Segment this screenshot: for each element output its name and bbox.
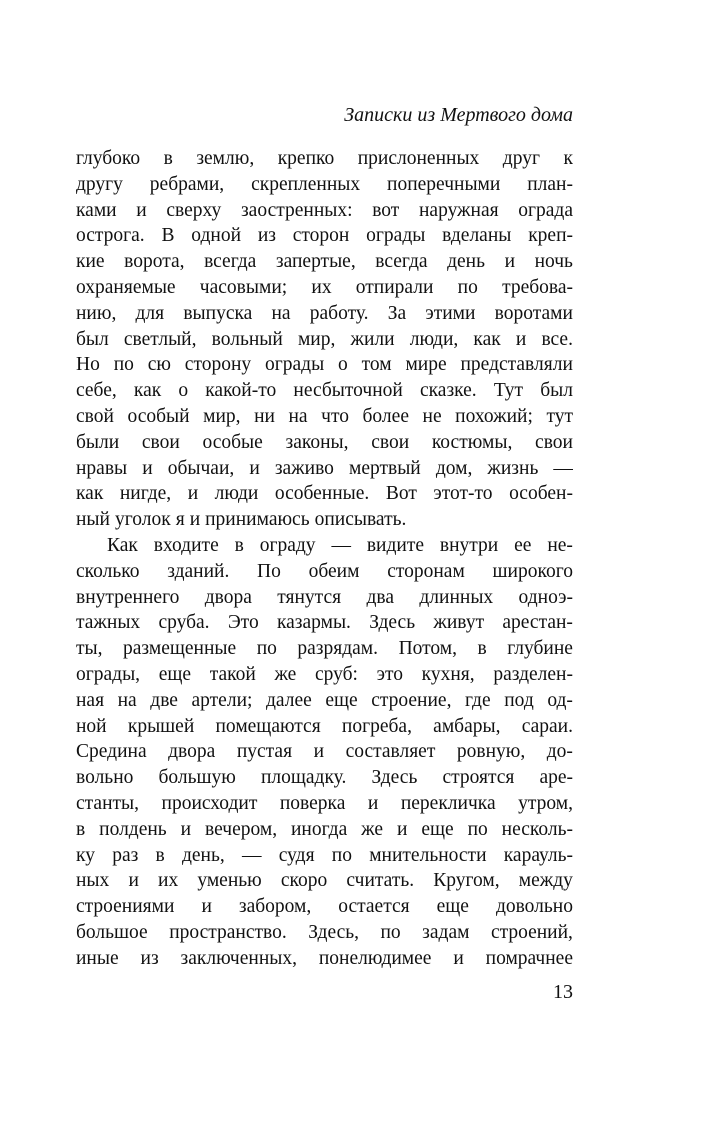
- text-line: [76, 223, 573, 249]
- word: артели;: [191, 689, 253, 711]
- word: на: [288, 405, 308, 427]
- word: мир,: [203, 405, 241, 427]
- word: более: [362, 405, 409, 427]
- word: по: [467, 818, 488, 840]
- word: сторонам: [387, 560, 465, 582]
- word: одной: [191, 225, 242, 247]
- word: два: [366, 586, 394, 608]
- word: жизнь: [487, 457, 539, 479]
- word: был: [540, 380, 573, 402]
- word: Здесь: [369, 612, 416, 634]
- text-line: [76, 533, 573, 559]
- word: ребрами,: [149, 173, 225, 195]
- text-line: [76, 507, 573, 533]
- word: и: [515, 328, 527, 350]
- word: ее: [514, 534, 532, 556]
- word: крышей: [127, 715, 195, 737]
- word: забором,: [238, 896, 312, 918]
- word: длинных: [419, 586, 494, 608]
- word: Тут: [493, 380, 524, 402]
- word: погреба,: [341, 715, 412, 737]
- text-line: [76, 327, 573, 353]
- word: помещаются: [215, 715, 321, 737]
- word: на: [271, 302, 291, 324]
- word: по: [380, 921, 401, 943]
- text-line: [76, 430, 573, 456]
- word: мертвый: [348, 457, 421, 479]
- word: еще: [158, 663, 192, 685]
- word: все.: [541, 328, 573, 350]
- word: далее: [266, 689, 312, 711]
- word: пространство.: [169, 921, 287, 943]
- word: себе,: [76, 380, 117, 402]
- word: утром,: [518, 792, 573, 814]
- word: вот: [372, 199, 400, 221]
- word: о: [178, 380, 189, 402]
- text-line: [76, 894, 573, 920]
- word: довольно: [495, 896, 573, 918]
- word: аре-: [539, 767, 573, 789]
- word: широкого: [492, 560, 573, 582]
- word: заключенных,: [180, 947, 297, 969]
- word: внутреннего: [76, 586, 180, 608]
- word: это: [376, 663, 404, 685]
- word: сараи.: [521, 715, 573, 737]
- word: под: [504, 689, 534, 711]
- word: тянутся: [277, 586, 342, 608]
- word: —: [242, 844, 262, 866]
- text-line: [76, 198, 573, 224]
- word: дом,: [435, 457, 473, 479]
- word: ты,: [76, 638, 103, 660]
- word: между: [518, 870, 573, 892]
- word: размещенные: [123, 638, 237, 660]
- word: и: [187, 483, 199, 505]
- word: кухня,: [421, 663, 475, 685]
- word: нравы: [76, 457, 128, 479]
- word: свои: [371, 431, 410, 453]
- word: из: [140, 947, 159, 969]
- word: разрядам.: [297, 638, 379, 660]
- word: казармы.: [276, 612, 351, 634]
- word: выпуска: [183, 302, 253, 324]
- word: обеим: [308, 560, 360, 582]
- word: —: [331, 534, 351, 556]
- word: по: [331, 844, 352, 866]
- word: ками: [76, 199, 117, 221]
- text-line: [76, 765, 573, 791]
- word: особый: [127, 405, 190, 427]
- word: еще: [421, 818, 454, 840]
- word: в: [155, 844, 165, 866]
- word: люди: [214, 483, 259, 505]
- word: Это: [227, 612, 259, 634]
- text-line: [76, 481, 573, 507]
- word: амбары,: [433, 715, 501, 737]
- word: Здесь: [371, 767, 418, 789]
- word: станты,: [76, 792, 140, 814]
- word: зданий.: [167, 560, 230, 582]
- word: сруба.: [158, 612, 210, 634]
- word: помрачнее: [485, 947, 573, 969]
- word: для: [135, 302, 165, 324]
- word: пустая: [236, 741, 293, 763]
- word: тут: [546, 405, 573, 427]
- text-line: [76, 817, 573, 843]
- word: крепко: [277, 148, 335, 169]
- word: я: [175, 509, 185, 531]
- word: отпирали: [355, 276, 434, 298]
- word: принимаюсь: [205, 509, 310, 531]
- word: их: [311, 276, 332, 298]
- word: мир,: [297, 328, 336, 350]
- word: том: [361, 354, 392, 376]
- word: За: [387, 302, 407, 324]
- word: уголок: [114, 509, 171, 531]
- word: ворота,: [124, 251, 185, 273]
- text-line: [76, 456, 573, 482]
- word: составляет: [345, 741, 436, 763]
- word: нию,: [76, 302, 117, 324]
- word: ограды: [366, 225, 426, 247]
- word: ночь: [534, 251, 573, 273]
- word: вольный: [211, 328, 283, 350]
- word: сю: [147, 354, 171, 376]
- word: требова-: [502, 276, 573, 298]
- word: задам: [422, 921, 470, 943]
- text-line: [76, 172, 573, 198]
- word: В: [161, 225, 175, 247]
- word: всегда: [375, 251, 428, 273]
- word: нигде,: [119, 483, 172, 505]
- word: ограда: [518, 199, 573, 221]
- word: считать.: [346, 870, 415, 892]
- word: внутри: [439, 534, 499, 556]
- word: уменью: [197, 870, 262, 892]
- word: ный: [76, 509, 110, 531]
- word: острога.: [76, 225, 145, 247]
- word: строениями: [76, 896, 175, 918]
- word: сторону: [184, 354, 252, 376]
- text-line: [76, 610, 573, 636]
- word: землю,: [196, 148, 255, 169]
- word: и: [453, 947, 464, 969]
- text-line: [76, 920, 573, 946]
- word: и: [136, 199, 147, 221]
- text-line: [76, 868, 573, 894]
- word: день: [447, 251, 485, 273]
- word: скоро: [280, 870, 328, 892]
- word: что: [321, 405, 349, 427]
- word: прислоненных: [357, 148, 480, 169]
- word: запертые,: [275, 251, 356, 273]
- word: ограды,: [76, 663, 141, 685]
- word: в: [477, 638, 487, 660]
- word: какой-то: [205, 380, 277, 402]
- word: глубоко: [76, 148, 141, 169]
- word: сверху: [166, 199, 222, 221]
- word: строение,: [371, 689, 452, 711]
- word: двора: [204, 586, 252, 608]
- word: описывать.: [314, 509, 407, 531]
- word: светлый,: [123, 328, 197, 350]
- word: работу.: [309, 302, 369, 324]
- word: другу: [76, 173, 123, 195]
- word: где: [465, 689, 491, 711]
- word: од-: [547, 689, 573, 711]
- word: ограды: [265, 354, 325, 376]
- word: сказке.: [419, 380, 477, 402]
- word: как: [133, 380, 162, 402]
- word: же: [274, 663, 297, 685]
- text-line: [76, 352, 573, 378]
- word: мнительности: [369, 844, 487, 866]
- word: раз: [112, 844, 139, 866]
- word: ных: [76, 870, 110, 892]
- word: карауль-: [503, 844, 573, 866]
- text-line: [76, 585, 573, 611]
- word: жили: [350, 328, 395, 350]
- word: тажных: [76, 612, 141, 634]
- word: не-: [547, 534, 573, 556]
- word: сруб:: [314, 663, 358, 685]
- word: охраняемые: [76, 276, 176, 298]
- word: заживо: [274, 457, 334, 479]
- word: креп-: [528, 225, 573, 247]
- word: и: [504, 251, 515, 273]
- word: Как: [107, 534, 138, 556]
- text-line: [76, 636, 573, 662]
- word: сторон: [292, 225, 350, 247]
- word: законы,: [285, 431, 349, 453]
- word: воротами: [494, 302, 573, 324]
- text-line: [76, 688, 573, 714]
- word: их: [158, 870, 179, 892]
- word: по: [113, 354, 134, 376]
- word: был: [76, 328, 109, 350]
- word: одноэ-: [518, 586, 573, 608]
- word: мире: [405, 354, 447, 376]
- word: представляли: [460, 354, 573, 376]
- word: ограду: [259, 534, 316, 556]
- word: несколь-: [501, 818, 573, 840]
- word: ровную,: [456, 741, 526, 763]
- word: из: [257, 225, 276, 247]
- word: к: [563, 148, 573, 169]
- word: о: [338, 354, 348, 376]
- word: и: [396, 818, 408, 840]
- text-line: [76, 559, 573, 585]
- text-line: [76, 301, 573, 327]
- word: этими: [425, 302, 476, 324]
- word: большое: [76, 921, 148, 943]
- word: ку: [76, 844, 95, 866]
- word: и: [189, 509, 201, 531]
- word: входите: [153, 534, 219, 556]
- word: заостренных:: [240, 199, 353, 221]
- word: особен-: [509, 483, 573, 505]
- word: как: [76, 483, 104, 505]
- text-line: [76, 791, 573, 817]
- word: Но: [76, 354, 100, 376]
- word: происходит: [161, 792, 258, 814]
- page-number: 13: [553, 981, 573, 1003]
- word: двора: [168, 741, 216, 763]
- word: вольно: [76, 767, 134, 789]
- word: судя: [278, 844, 315, 866]
- word: иные: [76, 947, 119, 969]
- word: кие: [76, 251, 105, 273]
- word: обычаи,: [167, 457, 235, 479]
- running-title: Записки из Мертвого дома: [344, 104, 573, 126]
- text-line: [76, 275, 573, 301]
- word: видите: [366, 534, 425, 556]
- word: ная: [76, 689, 105, 711]
- word: еще: [325, 689, 358, 711]
- word: глубине: [507, 638, 573, 660]
- word: вечером,: [205, 818, 278, 840]
- word: Средина: [76, 741, 147, 763]
- word: по: [256, 638, 277, 660]
- word: в: [76, 818, 86, 840]
- word: свои: [141, 431, 180, 453]
- word: не: [422, 405, 442, 427]
- word: —: [553, 457, 573, 479]
- text-line: [76, 378, 573, 404]
- word: Кругом,: [433, 870, 500, 892]
- word: в: [234, 534, 244, 556]
- text-line: [76, 146, 573, 172]
- word: такой: [209, 663, 256, 685]
- word: иногда: [291, 818, 348, 840]
- word: несбыточной: [293, 380, 403, 402]
- word: люди,: [409, 328, 459, 350]
- word: были: [76, 431, 120, 453]
- word: в: [163, 148, 173, 169]
- word: свои: [535, 431, 573, 453]
- word: и: [180, 818, 192, 840]
- text-line: [76, 843, 573, 869]
- text-line: [76, 404, 573, 430]
- word: похожий;: [455, 405, 533, 427]
- word: вделаны: [442, 225, 512, 247]
- word: и: [201, 896, 212, 918]
- text-line: [76, 249, 573, 275]
- word: и: [313, 741, 325, 763]
- word: скрепленных: [251, 173, 361, 195]
- word: арестан-: [502, 612, 573, 634]
- word: и: [128, 870, 139, 892]
- text-line: [76, 946, 573, 972]
- word: ной: [76, 715, 107, 737]
- text-line: [76, 662, 573, 688]
- word: По: [257, 560, 281, 582]
- word: и: [249, 457, 260, 479]
- word: понелюдимее: [318, 947, 432, 969]
- word: день,: [181, 844, 225, 866]
- word: Здесь,: [308, 921, 360, 943]
- word: план-: [527, 173, 573, 195]
- word: большую: [158, 767, 236, 789]
- word: разделен-: [493, 663, 573, 685]
- word: еще: [436, 896, 469, 918]
- word: по: [457, 276, 478, 298]
- word: же: [361, 818, 384, 840]
- word: и: [367, 792, 379, 814]
- word: на: [117, 689, 137, 711]
- word: до-: [546, 741, 573, 763]
- text-line: [76, 739, 573, 765]
- word: строений,: [490, 921, 573, 943]
- word: строятся: [442, 767, 515, 789]
- word: поперечными: [387, 173, 501, 195]
- word: наружная: [418, 199, 499, 221]
- word: и: [142, 457, 153, 479]
- word: этот-то: [433, 483, 493, 505]
- word: костюмы,: [431, 431, 513, 453]
- word: всегда: [204, 251, 257, 273]
- word: как: [473, 328, 501, 350]
- word: остается: [338, 896, 410, 918]
- word: площадку.: [260, 767, 347, 789]
- word: свой: [76, 405, 114, 427]
- text-line: [76, 714, 573, 740]
- word: перекличка: [400, 792, 496, 814]
- word: живут: [433, 612, 485, 634]
- word: поверка: [279, 792, 346, 814]
- word: полдень: [99, 818, 167, 840]
- word: особые: [202, 431, 263, 453]
- word: часовыми;: [199, 276, 288, 298]
- word: друг: [502, 148, 540, 169]
- word: Потом,: [398, 638, 457, 660]
- word: две: [150, 689, 178, 711]
- body-text: [76, 146, 573, 972]
- word: ни: [254, 405, 275, 427]
- word: Вот: [385, 483, 417, 505]
- word: сколько: [76, 560, 140, 582]
- word: особенные.: [274, 483, 370, 505]
